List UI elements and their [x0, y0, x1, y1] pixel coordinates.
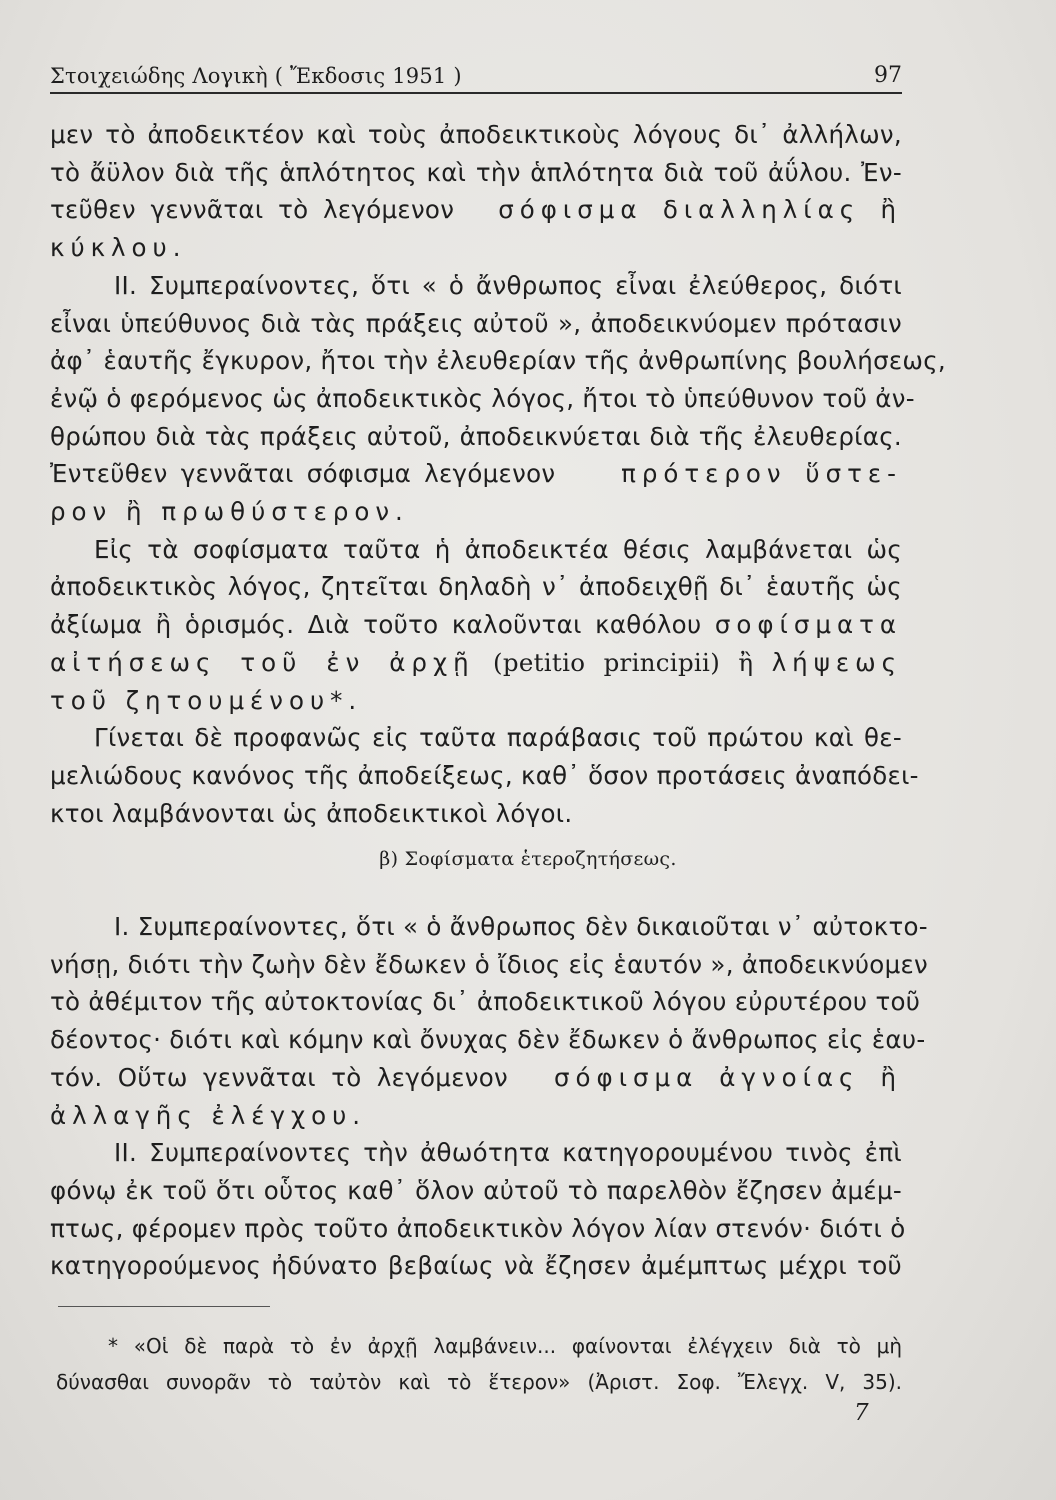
text-line: δέοντος· διότι καὶ κόμην καὶ ὄνυχας δὲν ἔδωκεν ὁ ἄνθρωπος εἰς ἑαυ-: [50, 1025, 926, 1055]
spaced-term-line: κύκλου.: [50, 233, 187, 263]
body-text-block-1: [50, 116, 947, 832]
footnote-line: δύνασθαι συνορᾶν τὸ ταὐτὸν καὶ τὸ ἕτερον» (Ἀριστ. Σοφ. Ἔλεγχ. V, 35).: [56, 1370, 902, 1394]
spaced-term-line: ρον ἢ πρωθύστερον.: [50, 497, 409, 527]
text-segment: τεῦθεν γεννᾶται τὸ λεγόμενον: [50, 195, 455, 225]
text-line: [50, 1059, 902, 1097]
signature-mark: 7: [854, 1400, 869, 1426]
spaced-term: σόφισμα ἀγνοίας ἢ: [554, 1062, 902, 1092]
latin-phrase: (petitio principii) ἢ: [493, 647, 754, 677]
text-line: φόνῳ ἐκ τοῦ ὅτι οὗτος καθ᾿ ὅλον αὐτοῦ τὸ παρελθὸν ἔζησεν ἀμέμ-: [50, 1175, 902, 1205]
running-header-title: Στοιχειώδης Λογικὴ ( Ἔκδοσις 1951 ): [50, 64, 462, 88]
text-line: θρώπου διὰ τὰς πράξεις αὐτοῦ, ἀποδεικνύεται διὰ τῆς ἐλευθερίας.: [50, 421, 902, 451]
footnote-line: * «Οἱ δὲ παρὰ τὸ ἐν ἀρχῇ λαμβάνειν... φαίνονται ἐλέγχειν διὰ τὸ μὴ: [108, 1334, 902, 1358]
text-line: ΙΙ. Συμπεραίνοντες τὴν ἀθωότητα κατηγορουμένου τινὸς ἐπὶ: [114, 1138, 902, 1168]
text-line: ἀποδεικτικὸς λόγος, ζητεῖται δηλαδὴ ν᾿ ἀποδειχθῇ δι᾿ ἑαυτῆς ὡς: [50, 572, 902, 602]
page-number: 97: [874, 63, 902, 88]
text-line: ἐνῷ ὁ φερόμενος ὡς ἀποδεικτικὸς λόγος, ἤτοι τὸ ὑπεύθυνον τοῦ ἀν-: [50, 383, 915, 413]
footnote: [56, 1328, 902, 1400]
text-line: ΙΙ. Συμπεραίνοντες, ὅτι « ὁ ἄνθρωπος εἶναι ἐλεύθερος, διότι: [114, 270, 902, 300]
text-line: κατηγορούμενος ἠδύνατο βεβαίως νὰ ἔζησεν ἀμέμπτως μέχρι τοῦ: [50, 1251, 902, 1281]
text-segment: Ἐντεῦθεν γεννᾶται σόφισμα λεγόμενον: [50, 459, 556, 489]
text-line: μελιώδους κανόνος τῆς ἀποδείξεως, καθ᾿ ὅσον προτάσεις ἀναπόδει-: [50, 760, 919, 790]
spaced-term: αἰτήσεως τοῦ ἐν ἀρχῇ: [50, 647, 475, 677]
text-line: ἀφ᾿ ἑαυτῆς ἔγκυρον, ἤτοι τὴν ἐλευθερίαν τῆς ἀνθρωπίνης βουλήσεως,: [50, 346, 947, 376]
spaced-term: σόφισμα διαλληλίας ἢ: [498, 195, 903, 225]
text-line: εἶναι ὑπεύθυνος διὰ τὰς πράξεις αὐτοῦ », ἀποδεικνύομεν πρότασιν: [50, 308, 902, 338]
spaced-term: λήψεως: [771, 647, 903, 677]
section-heading-text: β) Σοφίσματα ἑτεροζητήσεως.: [379, 848, 677, 870]
spaced-term-line: ἀλλαγῆς ἐλέγχου.: [50, 1100, 367, 1130]
spaced-term: πρότερον ὕστε-: [621, 459, 902, 489]
text-line: Εἰς τὰ σοφίσματα ταῦτα ἡ ἀποδεικτέα θέσις λαμβάνεται ὡς: [94, 534, 902, 564]
text-line: [50, 606, 902, 644]
spaced-term: σοφίσματα: [714, 610, 902, 640]
text-line: [50, 455, 902, 493]
text-line: τὸ ἀθέμιτον τῆς αὐτοκτονίας δι᾿ ἀποδεικτικοῦ λόγου εὐρυτέρου τοῦ: [50, 987, 921, 1017]
text-line: κτοι λαμβάνονται ὡς ἀποδεικτικοὶ λόγοι.: [50, 798, 573, 828]
text-line: Ι. Συμπεραίνοντες, ὅτι « ὁ ἄνθρωπος δὲν δικαιοῦται ν᾿ αὐτοκτο-: [114, 912, 928, 941]
body-text-block-2: [50, 908, 929, 1285]
spaced-term-line: τοῦ ζητουμένου*.: [50, 685, 363, 715]
text-line: [50, 644, 902, 682]
text-line: πτως, φέρομεν πρὸς τοῦτο ἀποδεικτικὸν λόγον λίαν στενόν· διότι ὁ: [50, 1213, 906, 1243]
text-segment: τόν. Οὕτω γεννᾶται τὸ λεγόμενον: [50, 1062, 508, 1092]
text-line: τὸ ἄϋλον διὰ τῆς ἁπλότητος καὶ τὴν ἁπλότητα διὰ τοῦ ἀΰλου. Ἐν-: [50, 157, 902, 187]
text-line: μεν τὸ ἀποδεικτέον καὶ τοὺς ἀποδεικτικοὺς λόγους δι᾿ ἀλλήλων,: [50, 120, 902, 149]
text-segment: ἀξίωμα ἢ ὁρισμός. Διὰ τοῦτο καλοῦνται καθόλου: [50, 610, 702, 640]
text-line: νήσῃ, διότι τὴν ζωὴν δὲν ἔδωκεν ὁ ἴδιος εἰς ἑαυτόν », ἀποδεικνύομεν: [50, 949, 929, 979]
text-line: [50, 191, 902, 229]
section-heading: [0, 848, 1056, 870]
text-line: Γίνεται δὲ προφανῶς εἰς ταῦτα παράβασις τοῦ πρώτου καὶ θε-: [94, 723, 902, 753]
footnote-rule: [58, 1306, 270, 1307]
running-header: [50, 58, 902, 94]
